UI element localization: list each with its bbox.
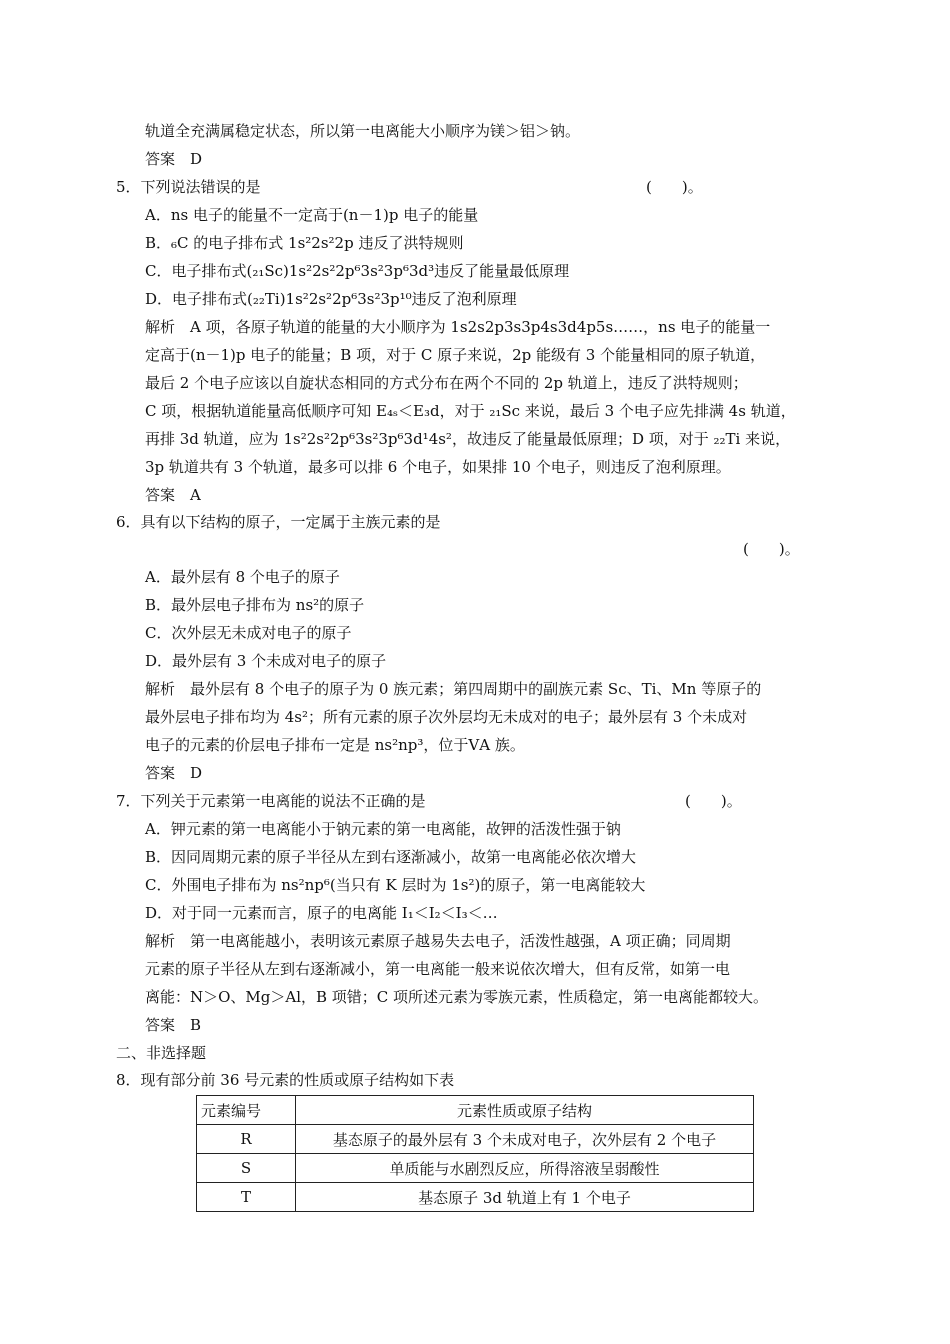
table-header: 元素性质或原子结构: [296, 1096, 754, 1125]
question-8: 8．现有部分前 36 号元素的性质或原子结构如下表: [116, 1071, 455, 1089]
option-5a: A．ns 电子的能量不一定高于(n－1)p 电子的能量: [145, 206, 479, 224]
table-header-row: [197, 1096, 754, 1125]
analysis-5-line: 最后 2 个电子应该以自旋状态相同的方式分布在两个不同的 2p 轨道上，违反了洪特规则；: [145, 374, 748, 392]
option-7d: D．对于同一元素而言，原子的电离能 I₁＜I₂＜I₃＜…: [145, 904, 498, 922]
option-5b: B．₆C 的电子排布式 1s²2s²2p 违反了洪特规则: [145, 234, 464, 252]
answer-blank-5: ( )。: [646, 178, 703, 196]
analysis-6-line: 电子的元素的价层电子排布一定是 ns²np³，位于ⅤA 族。: [145, 736, 525, 754]
analysis-5-line: 定高于(n－1)p 电子的能量；B 项，对于 C 原子来说，2p 能级有 3 个能量相同的原子轨道，: [145, 346, 766, 364]
table-cell: T: [197, 1183, 296, 1212]
table-cell: 基态原子的最外层有 3 个未成对电子，次外层有 2 个电子: [296, 1125, 754, 1154]
analysis-5-line: C 项，根据轨道能量高低顺序可知 E₄ₛ＜E₃d，对于 ₂₁Sc 来说，最后 3 个电子应先排满 4s 轨道，: [145, 402, 796, 420]
option-7b: B．因同周期元素的原子半径从左到右逐渐减小，故第一电离能必依次增大: [145, 848, 637, 866]
option-5c: C．电子排布式(₂₁Sc)1s²2s²2p⁶3s²3p⁶3d³违反了能量最低原理: [145, 262, 570, 280]
answer-6: 答案 D: [145, 764, 203, 782]
option-5d: D．电子排布式(₂₂Ti)1s²2s²2p⁶3s²3p¹⁰违反了泡利原理: [145, 290, 517, 308]
section-heading: 二、非选择题: [116, 1044, 207, 1062]
analysis-5-line: 解析 A 项，各原子轨道的能量的大小顺序为 1s2s2p3s3p4s3d4p5s……，ns 电子的能量一: [145, 318, 771, 336]
analysis-7-line: 离能：N＞O、Mg＞Al，B 项错；C 项所述元素为零族元素，性质稳定，第一电离能都较大。: [145, 988, 769, 1006]
answer-5: 答案 A: [145, 486, 201, 504]
option-6c: C．次外层无未成对电子的原子: [145, 624, 352, 642]
question-5: 5．下列说法错误的是: [116, 178, 261, 196]
analysis-5-line: 再排 3d 轨道，应为 1s²2s²2p⁶3s²3p⁶3d¹4s²，故违反了能量最低原理；D 项，对于 ₂₂Ti 来说，: [145, 430, 791, 448]
table-cell: S: [197, 1154, 296, 1183]
option-6a: A．最外层有 8 个电子的原子: [145, 568, 340, 586]
analysis-7-line: 解析 第一电离能越小，表明该元素原子越易失去电子，活泼性越强，A 项正确；同周期: [145, 932, 731, 950]
table-header: 元素编号: [197, 1096, 296, 1125]
answer-7: 答案 B: [145, 1016, 202, 1034]
option-7a: A．钾元素的第一电离能小于钠元素的第一电离能，故钾的活泼性强于钠: [145, 820, 621, 838]
table-row: [197, 1183, 754, 1212]
analysis-6-line: 最外层电子排布均为 4s²；所有元素的原子次外层均无未成对的电子；最外层有 3 个未成对: [145, 708, 748, 726]
table-cell: R: [197, 1125, 296, 1154]
analysis-7-line: 元素的原子半径从左到右逐渐减小，第一电离能一般来说依次增大，但有反常，如第一电: [145, 960, 731, 978]
analysis-6-line: 解析 最外层有 8 个电子的原子为 0 族元素；第四周期中的副族元素 Sc、Ti、Mn 等原子的: [145, 680, 762, 698]
answer-blank-7: ( )。: [685, 792, 742, 810]
table-cell: 单质能与水剧烈反应，所得溶液呈弱酸性: [296, 1154, 754, 1183]
option-6d: D．最外层有 3 个未成对电子的原子: [145, 652, 387, 670]
question-7: 7．下列关于元素第一电离能的说法不正确的是: [116, 792, 426, 810]
option-7c: C．外围电子排布为 ns²np⁶(当只有 K 层时为 1s²)的原子，第一电离能较大: [145, 876, 646, 894]
table-row: [197, 1125, 754, 1154]
table-row: [197, 1154, 754, 1183]
table-cell: 基态原子 3d 轨道上有 1 个电子: [296, 1183, 754, 1212]
answer-blank-6: ( )。: [743, 540, 800, 558]
analysis-5-line: 3p 轨道共有 3 个轨道，最多可以排 6 个电子，如果排 10 个电子，则违反了泡利原理。: [145, 458, 731, 476]
question-6: 6．具有以下结构的原子，一定属于主族元素的是: [116, 513, 441, 531]
text-line: 轨道全充满属稳定状态，所以第一电离能大小顺序为镁＞铝＞钠。: [145, 122, 581, 140]
option-6b: B．最外层电子排布为 ns²的原子: [145, 596, 365, 614]
element-properties-table: [196, 1095, 754, 1212]
answer-4: 答案 D: [145, 150, 203, 168]
